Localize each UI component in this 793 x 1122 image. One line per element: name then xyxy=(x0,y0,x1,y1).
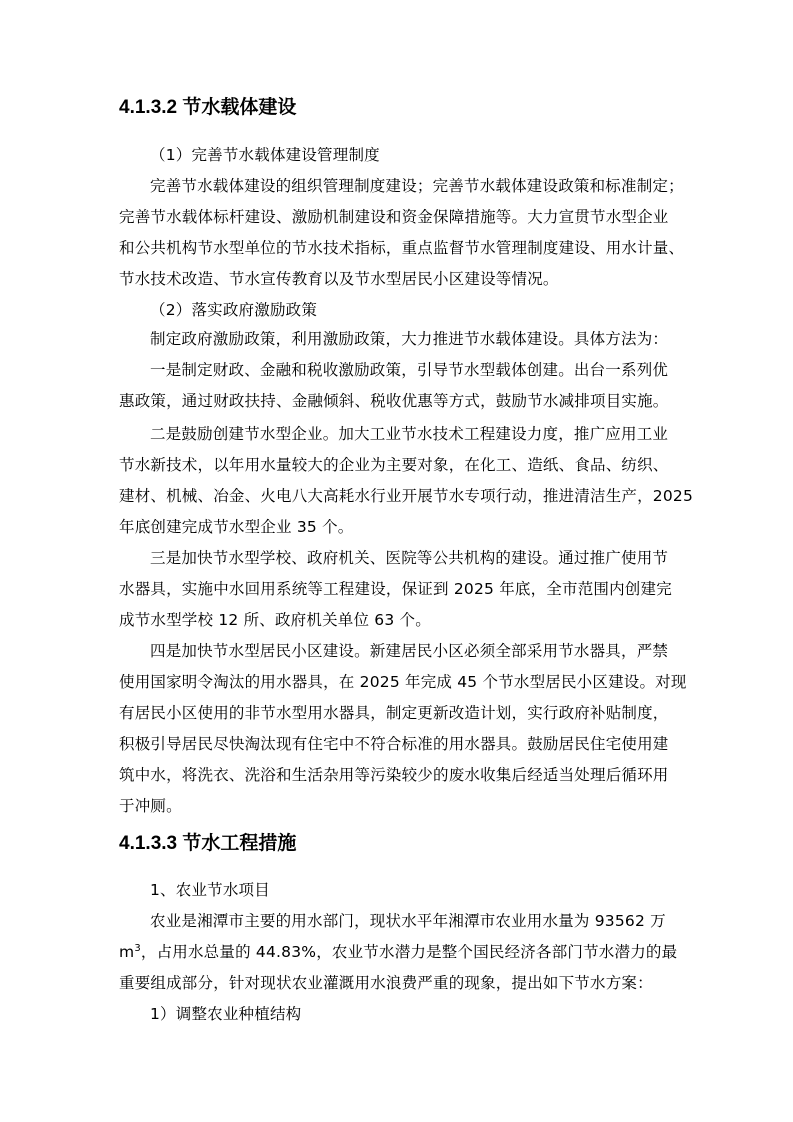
paragraph-line: 节水技术改造、节水宣传教育以及节水型居民小区建设等情况。 xyxy=(119,270,559,288)
paragraph-line: 有居民小区使用的非节水型用水器具，制定更新改造计划，实行政府补贴制度， xyxy=(119,704,669,722)
paragraph-line: 二是鼓励创建节水型企业。加大工业节水技术工程建设力度，推广应用工业 xyxy=(150,425,669,443)
paragraph-line: 于冲厕。 xyxy=(119,797,182,815)
paragraph-line: 成节水型学校 12 所、政府机关单位 63 个。 xyxy=(119,611,431,629)
paragraph-line: 水器具，实施中水回用系统等工程建设，保证到 2025 年底，全市范围内创建完 xyxy=(119,580,672,598)
paragraph-line: 和公共机构节水型单位的节水技术指标，重点监督节水管理制度建设、用水计量、 xyxy=(119,239,685,257)
paragraph-line: 节水新技术，以年用水量较大的企业为主要对象，在化工、造纸、食品、纺织、 xyxy=(119,456,669,474)
paragraph-line: 使用国家明令淘汰的用水器具，在 2025 年完成 45 个节水型居民小区建设。对现 xyxy=(119,673,687,691)
paragraph-line: 惠政策，通过财政扶持、金融倾斜、税收优惠等方式，鼓励节水减排项目实施。 xyxy=(119,392,669,410)
subsection-title: （2）落实政府激励政策 xyxy=(150,301,318,319)
paragraph-line: 重要组成部分，针对现状农业灌溉用水浪费严重的现象，提出如下节水方案： xyxy=(119,974,653,992)
subsection-title: 1、农业节水项目 xyxy=(150,881,270,899)
paragraph-line: 一是制定财政、金融和税收激励政策，引导节水型载体创建。出台一系列优 xyxy=(150,361,669,379)
paragraph-line: 年底创建完成节水型企业 35 个。 xyxy=(119,518,354,536)
paragraph-line: 农业是湘潭市主要的用水部门，现状水平年湘潭市农业用水量为 93562 万 xyxy=(150,912,666,930)
paragraph-text: ，占用水总量的 44.83%，农业节水潜力是整个国民经济各部门节水潜力的最 xyxy=(140,943,678,961)
unit-m: m xyxy=(119,943,135,961)
paragraph-line: 积极引导居民尽快淘汰现有住宅中不符合标准的用水器具。鼓励居民住宅使用建 xyxy=(119,735,669,753)
paragraph-line: 制定政府激励政策，利用激励政策，大力推进节水载体建设。具体方法为： xyxy=(150,330,669,348)
paragraph-line: 三是加快节水型学校、政府机关、医院等公共机构的建设。通过推广使用节 xyxy=(150,549,669,567)
paragraph-line: 建材、机械、冶金、火电八大高耗水行业开展节水专项行动，推进清洁生产，2025 xyxy=(119,487,694,505)
paragraph-line: 完善节水载体标杆建设、激励机制建设和资金保障措施等。大力宣贯节水型企业 xyxy=(119,208,669,226)
paragraph-line: 完善节水载体建设的组织管理制度建设；完善节水载体建设政策和标准制定； xyxy=(150,177,684,195)
unit-superscript: 3 xyxy=(134,942,141,954)
paragraph-line xyxy=(119,942,679,962)
section-heading-4-1-3-3: 4.1.3.3 节水工程措施 xyxy=(119,833,297,854)
section-heading-4-1-3-2: 4.1.3.2 节水载体建设 xyxy=(119,97,297,118)
paragraph-line: 筑中水，将洗衣、洗浴和生活杂用等污染较少的废水收集后经适当处理后循环用 xyxy=(119,766,669,784)
paragraph-line: 四是加快节水型居民小区建设。新建居民小区必须全部采用节水器具，严禁 xyxy=(150,642,669,660)
subsection-title: 1）调整农业种植结构 xyxy=(150,1005,302,1023)
subsection-title: （1）完善节水载体建设管理制度 xyxy=(150,146,380,164)
